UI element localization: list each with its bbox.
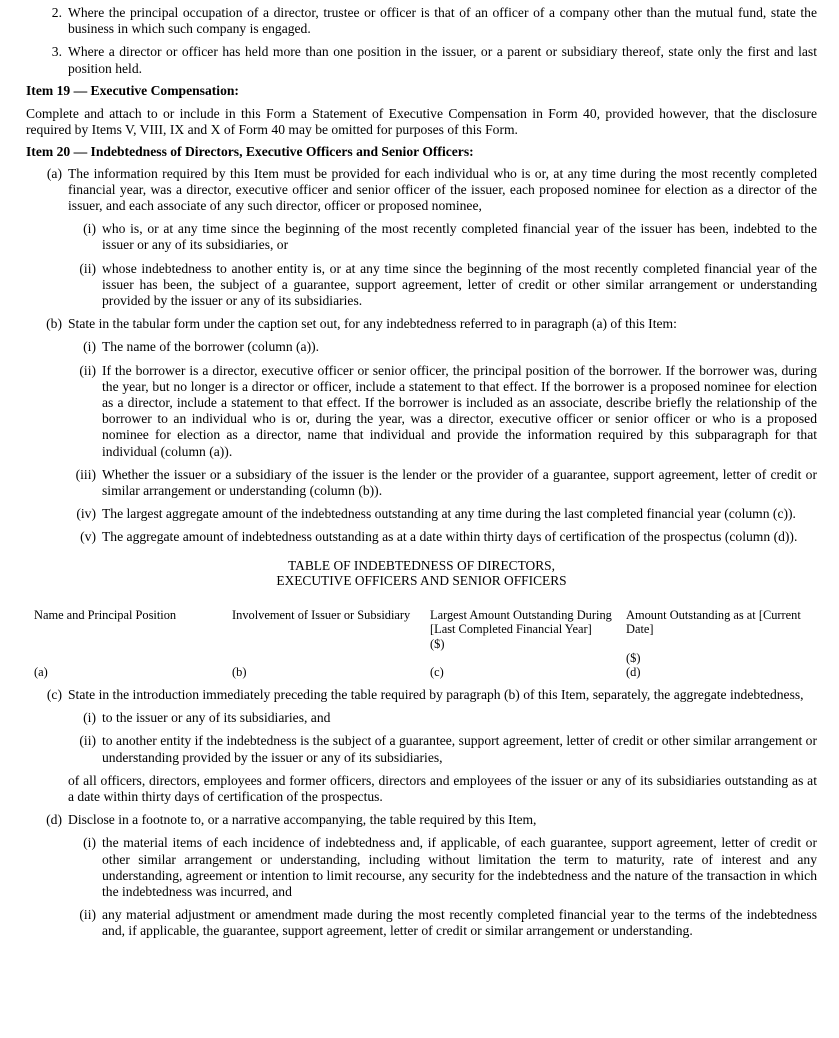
- subparagraph-label: (i): [83, 221, 96, 237]
- subparagraph-label: (ii): [79, 733, 96, 749]
- subparagraph-label: (i): [83, 339, 96, 355]
- paragraph-text: State in the introduction immediately preceding the table required by paragraph (b) of this Item, separately, the aggregate indebtedness,: [68, 686, 804, 702]
- subparagraph: [26, 529, 817, 545]
- paragraph-label: (d): [46, 812, 62, 828]
- list-item: [26, 44, 817, 76]
- subparagraph-label: (i): [83, 835, 96, 851]
- table-column: [430, 608, 626, 666]
- table-column: [34, 608, 232, 666]
- table-title: [26, 558, 817, 589]
- subparagraph-label: (iii): [75, 466, 96, 482]
- subparagraph-label: (ii): [79, 260, 96, 276]
- table-title-line: EXECUTIVE OFFICERS AND SENIOR OFFICERS: [276, 573, 567, 589]
- subparagraph-text: Whether the issuer or a subsidiary of the issuer is the lender or the provider of a guarantee, support agreement, letter of credit or similar arrangement or understanding (column (b)).: [102, 466, 817, 499]
- paragraph-b: [26, 316, 817, 332]
- subparagraph-label: (ii): [79, 907, 96, 923]
- subparagraph-text: The largest aggregate amount of the indebtedness outstanding at any time during the last completed financial year (column (c)).: [102, 506, 796, 522]
- paragraph-label: (b): [46, 316, 62, 332]
- subparagraph-text: If the borrower is a director, executive officer or senior officer, the principal position of the borrower. If the borrower was, during the year, but no longer is a director or officer, include a statement to that effect. If the borrower is a proposed nominee for election as a director, include a statement to that effect. If the borrower is included as an associate, describe briefly the relationship of the borrower to an individual who is or, during the year, was a director, executive officer or senior officer or who is a proposed nominee for election as a director, name that individual and provide the information required by this subparagraph for that individual (column (a)).: [102, 362, 817, 459]
- paragraph-label: (a): [46, 165, 62, 181]
- subparagraph-label: (ii): [79, 362, 96, 378]
- item-number: 2.: [51, 5, 62, 20]
- subparagraph: [26, 221, 817, 253]
- subparagraph-text: to the issuer or any of its subsidiaries, and: [102, 710, 331, 726]
- table-title-line: TABLE OF INDEBTEDNESS OF DIRECTORS,: [288, 557, 555, 573]
- column-letter: (a): [34, 665, 48, 680]
- column-header: Amount Outstanding as at [Current Date]: [626, 607, 801, 637]
- subparagraph: [26, 835, 817, 900]
- paragraph-continuation: of all officers, directors, employees and former officers, directors and employees of the issuer or any of its subsidiaries outstanding as at a date within thirty days of certification of the prospectus.: [68, 772, 817, 804]
- subparagraph-text: The name of the borrower (column (a)).: [102, 339, 320, 355]
- item20-heading: Item 20 — Indebtedness of Directors, Executive Officers and Senior Officers:: [26, 144, 474, 160]
- column-header: Largest Amount Outstanding During [Last Completed Financial Year]: [430, 607, 612, 637]
- subparagraph: [26, 339, 817, 355]
- column-letter: (b): [232, 665, 247, 680]
- table-column: [232, 608, 430, 666]
- subparagraph-label: (v): [80, 529, 96, 545]
- subparagraph-label: (iv): [76, 506, 96, 522]
- column-unit: ($): [430, 636, 445, 651]
- subparagraph-text: The aggregate amount of indebtedness outstanding as at a date within thirty days of certification of the prospectus (column (d)).: [102, 529, 798, 545]
- paragraph-d: [26, 812, 817, 828]
- subparagraph-text: who is, or at any time since the beginning of the most recently completed financial year of the issuer has been, indebted to the issuer or any of its subsidiaries, or: [102, 221, 817, 253]
- subparagraph: [26, 467, 817, 499]
- subparagraph-text: the material items of each incidence of indebtedness and, if applicable, of each guarantee, support agreement, letter of credit or other similar arrangement or understanding, including without limitation the term to maturity, rate of interest and any understanding, agreement or intention to limit recourse, any security for the indebtedness and the nature of the transaction in which the indebtedness was incurred, and: [102, 835, 817, 899]
- item-text: Where the principal occupation of a director, trustee or officer is that of an officer of a company other than the mutual fund, state the business in which such company is engaged.: [68, 5, 817, 37]
- item19-heading: Item 19 — Executive Compensation:: [26, 82, 239, 98]
- paragraph-text: State in the tabular form under the caption set out, for any indebtedness referred to in paragraph (a) of this Item:: [68, 316, 677, 332]
- subparagraph-text: to another entity if the indebtedness is the subject of a guarantee, support agreement, letter of credit or other similar arrangement or understanding provided by the issuer or any of its subsidiaries,: [102, 733, 817, 765]
- subparagraph: [26, 506, 817, 522]
- subparagraph: [26, 363, 817, 460]
- list-item: [26, 5, 817, 37]
- table-column: [626, 608, 816, 666]
- item19-text: Complete and attach to or include in this Form a Statement of Executive Compensation in Form 40, provided however, that the disclosure required by Items V, VIII, IX and X of Form 40 may be omitted for purposes of this Form.: [26, 106, 817, 138]
- paragraph-text: The information required by this Item must be provided for each individual who is or, at any time during the most recently completed financial year, was a director, executive officer and senior officer of the issuer, each proposed nominee for election as a director of the issuer, and each associate of any such director, officer or proposed nominee,: [68, 165, 817, 214]
- subparagraph-text: any material adjustment or amendment made during the most recently completed financial year to the terms of the indebtedness and, if applicable, the guarantee, support agreement, letter of credit or similar arrangement or understanding.: [102, 907, 817, 939]
- column-letter: (d): [626, 665, 641, 680]
- column-header: Involvement of Issuer or Subsidiary: [232, 607, 411, 622]
- paragraph-a: [26, 166, 817, 215]
- subparagraph: [26, 733, 817, 765]
- item-text: Where a director or officer has held more than one position in the issuer, or a parent or subsidiary thereof, state only the first and last position held.: [68, 44, 817, 76]
- subparagraph-text: whose indebtedness to another entity is, or at any time since the beginning of the most recently completed financial year of the issuer has been, the subject of a guarantee, support agreement, letter of credit or other similar arrangement or understanding provided by the issuer or any of its subsidiaries.: [102, 260, 817, 309]
- paragraph-label: (c): [46, 686, 62, 702]
- paragraph-text: Disclose in a footnote to, or a narrative accompanying, the table required by this Item,: [68, 812, 537, 828]
- item-number: 3.: [51, 44, 62, 60]
- paragraph-c: [26, 687, 817, 703]
- column-unit: ($): [626, 651, 641, 666]
- column-header: Name and Principal Position: [34, 607, 177, 622]
- subparagraph: [26, 907, 817, 939]
- subparagraph: [26, 710, 817, 726]
- column-letter: (c): [430, 665, 444, 680]
- subparagraph-label: (i): [83, 710, 96, 726]
- subparagraph: [26, 261, 817, 310]
- indebtedness-table: [34, 608, 817, 680]
